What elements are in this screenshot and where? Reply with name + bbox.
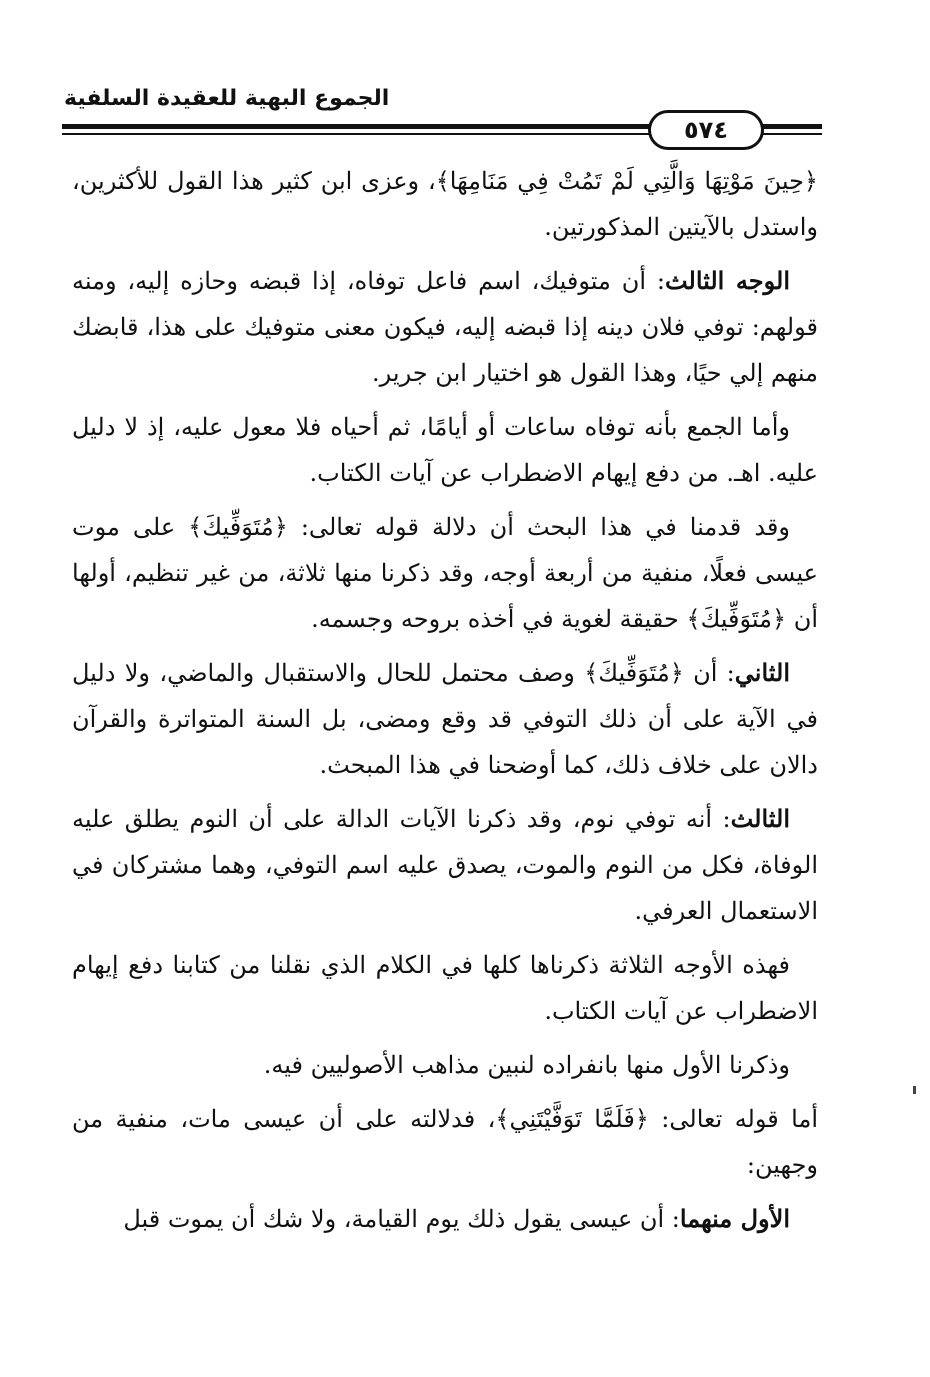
paragraph-text: وقد قدمنا في هذا البحث أن دلالة قوله تعالى: ﴿مُتَوَفِّيكَ﴾ على موت عيسى فعلًا، منفية من أربعة أوجه، وقد ذكرنا منها ثلاثة، من غير تنظيم، أولها أن ﴿مُتَوَفِّيكَ﴾ حقيقة لغوية في أخذه بروحه وجسمه. [72,513,818,633]
paragraph [72,650,818,788]
scan-speck [913,1086,916,1094]
paragraph-text: فهذه الأوجه الثلاثة ذكرناها كلها في الكلام الذي نقلنا من كتابنا دفع إيهام الاضطراب عن آيات الكتاب. [72,951,818,1025]
paragraph-text: وذكرنا الأول منها بانفراده لنبين مذاهب الأصوليين فيه. [263,1051,790,1079]
paragraph [72,942,818,1034]
running-title: الجموع البهية للعقيدة السلفية [64,86,390,111]
paragraph-heading: الأول منهما [679,1204,790,1233]
paragraph-text: ﴿حِينَ مَوْتِهَا وَالَّتِي لَمْ تَمُتْ فِي مَنَامِهَا﴾، وعزى ابن كثير هذا القول للأكثرين، واستدل بالآيتين المذكورتين. [72,167,818,241]
paragraph-text: وأما الجمع بأنه توفاه ساعات أو أيامًا، ثم أحياه فلا معول عليه، إذ لا دليل عليه. اهـ. من دفع إيهام الاضطراب عن آيات الكتاب. [72,413,818,487]
paragraph-heading: الثاني [734,658,790,687]
paragraph [72,796,818,934]
paragraph [72,404,818,496]
paragraph [72,258,818,396]
paragraph-heading: الثالث [730,804,790,833]
paragraph-text: : أن متوفيك، اسم فاعل توفاه، إذا قبضه وحازه إليه، ومنه قولهم: توفي فلان دينه إذا قبضه إليه، فيكون معنى متوفيك على هذا، قابضك منهم إلي حيًا، وهذا القول هو اختيار ابن جرير. [72,267,818,387]
page-number: ٥٧٤ [648,110,764,150]
page-header [62,70,822,144]
paragraph-text: : أنه توفي نوم، وقد ذكرنا الآيات الدالة على أن النوم يطلق عليه الوفاة، فكل من النوم والموت، يصدق عليه اسم التوفي، وهما مشتركان في الاستعمال العرفي. [72,805,818,925]
paragraph [72,1042,818,1088]
paragraph [72,504,818,642]
page-body [72,158,818,1250]
paragraph [72,1096,818,1188]
paragraph [72,158,818,250]
paragraph-heading: الوجه الثالث [664,266,791,295]
paragraph [72,1196,818,1242]
paragraph-text: : أن عيسى يقول ذلك يوم القيامة، ولا شك أن يموت قبل [123,1205,680,1233]
paragraph-text: : أن ﴿مُتَوَفِّيكَ﴾ وصف محتمل للحال والاستقبال والماضي، ولا دليل في الآية على أن ذلك التوفي قد وقع ومضى، بل السنة المتواترة والقرآن دالان على خلاف ذلك، كما أوضحنا في هذا المبحث. [72,659,818,779]
paragraph-text: أما قوله تعالى: ﴿فَلَمَّا تَوَفَّيْتَنِي﴾، فدلالته على أن عيسى مات، منفية من وجهين: [72,1105,818,1179]
